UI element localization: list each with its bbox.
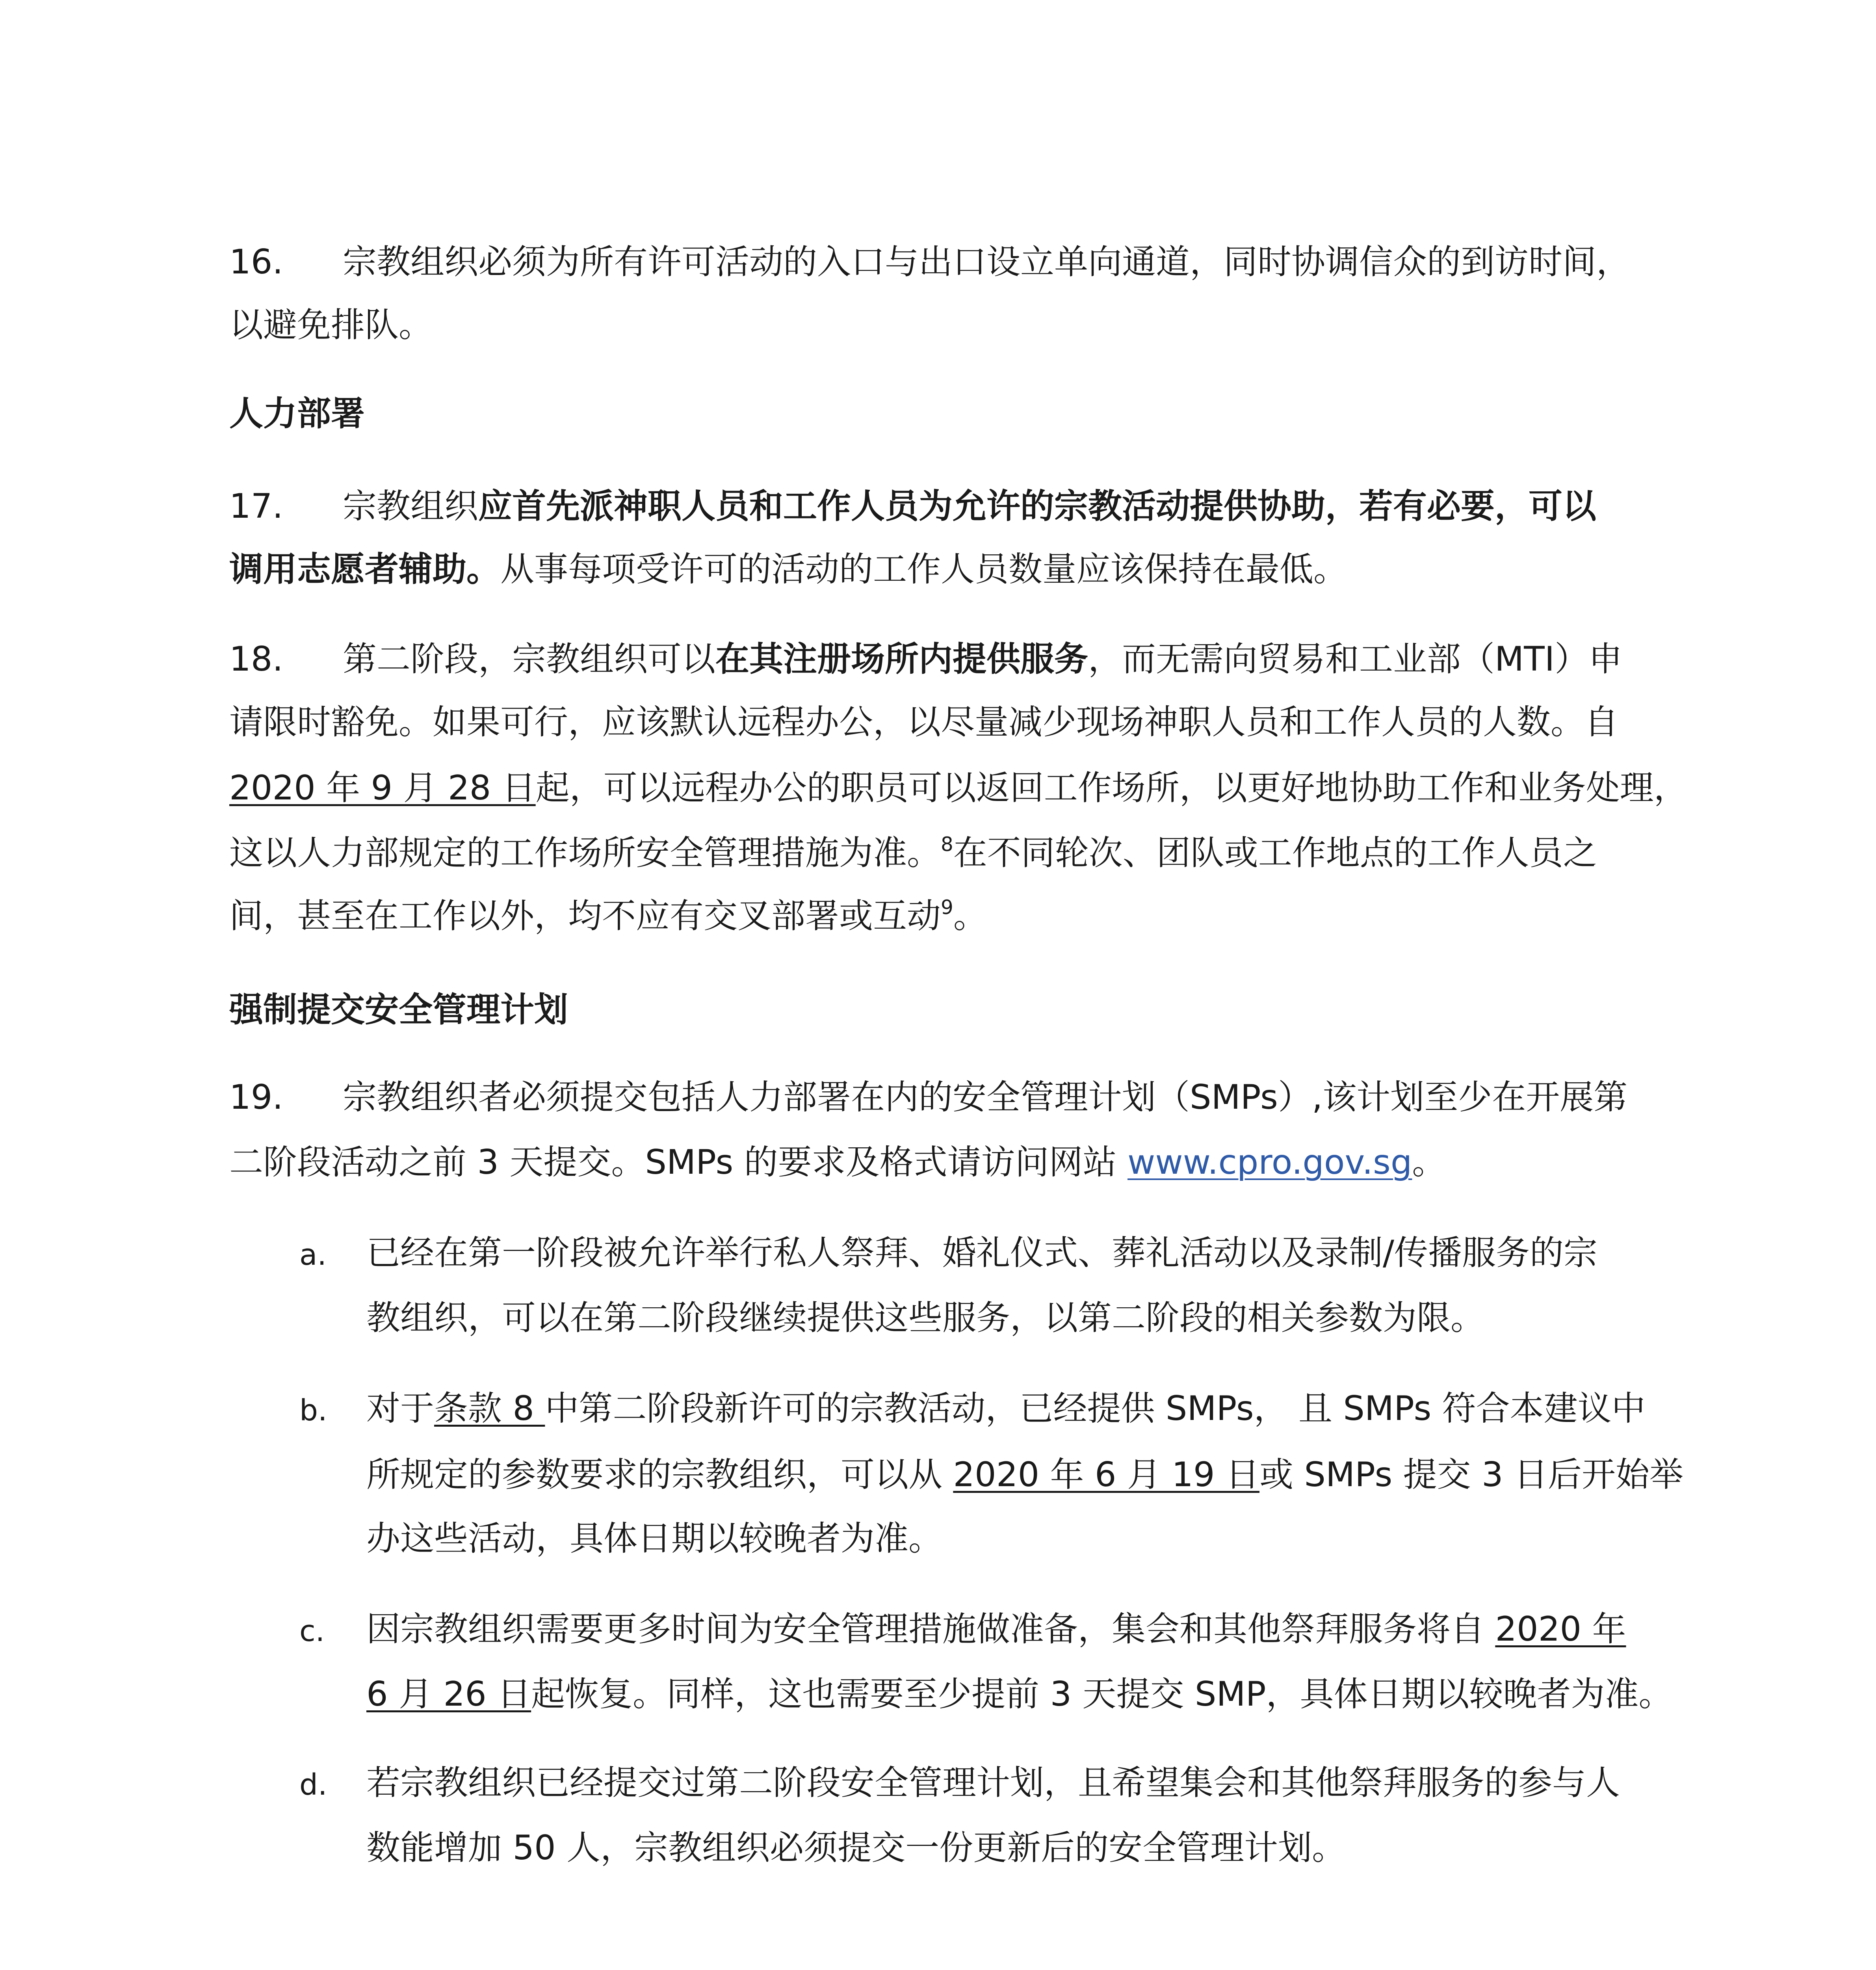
para-18-line-3 [229, 766, 1688, 810]
item-text: 中第二阶段新许可的宗教活动，已经提供 SMPs， 且 SMPs 符合本建议中 [545, 1389, 1646, 1428]
list-item-letter-b: b. [299, 1394, 327, 1427]
para-17-line-2 [229, 548, 1347, 591]
list-item-c-line-1 [366, 1608, 1626, 1651]
footnote-ref-9[interactable]: 9 [941, 896, 953, 919]
list-item-c-line-2 [366, 1673, 1673, 1716]
para-text: ，而无需向贸易和工业部（MTI）申 [1088, 639, 1623, 679]
para-text-bold: 调用志愿者辅助。 [229, 550, 500, 589]
para-18-line-2 [229, 701, 1618, 744]
para-text: 以避免排队。 [229, 305, 433, 345]
underlined-date: 2020 年 9 月 28 日 [229, 768, 536, 808]
list-item-a-line-1: 已经在第一阶段被允许举行私人祭拜、婚礼仪式、葬礼活动以及录制/传播服务的宗 [366, 1233, 1597, 1273]
para-text-bold: 在其注册场所内提供服务 [715, 639, 1088, 679]
para-18-line-5 [229, 894, 987, 938]
underlined-date: 2020 年 [1495, 1609, 1626, 1649]
cpro-website-link[interactable]: www.cpro.gov.sg [1127, 1143, 1412, 1182]
para-number: 19. [229, 1078, 283, 1117]
para-text: 第二阶段，宗教组织可以 [343, 639, 715, 679]
list-item-b-line-2 [366, 1453, 1683, 1496]
para-text: 这以人力部规定的工作场所安全管理措施为准。 [229, 833, 941, 873]
para-text: 从事每项受许可的活动的工作人员数量应该保持在最低。 [500, 550, 1347, 589]
item-text: 因宗教组织需要更多时间为安全管理措施做准备，集会和其他祭拜服务将自 [366, 1609, 1495, 1649]
para-text: 间，甚至在工作以外，均不应有交叉部署或互动 [229, 896, 941, 936]
list-item-letter-d: d. [299, 1768, 327, 1802]
list-item-a-line-2: 教组织，可以在第二阶段继续提供这些服务，以第二阶段的相关参数为限。 [366, 1298, 1484, 1338]
list-item-b-line-3: 办这些活动，具体日期以较晚者为准。 [366, 1519, 942, 1558]
item-text: 所规定的参数要求的宗教组织，可以从 [366, 1455, 953, 1494]
list-item-d-line-2: 数能增加 50 人，宗教组织必须提交一份更新后的安全管理计划。 [366, 1828, 1346, 1868]
para-16-line-2 [229, 303, 433, 347]
underlined-clause-ref: 条款 8 [434, 1389, 545, 1428]
para-text: 。 [953, 896, 987, 936]
footnote-ref-8[interactable]: 8 [941, 833, 953, 856]
item-text: 对于 [366, 1389, 434, 1428]
para-text: 。 [1412, 1143, 1446, 1182]
para-number: 18. [229, 639, 283, 679]
para-text: 在不同轮次、团队或工作地点的工作人员之 [953, 833, 1597, 873]
list-item-letter-a: a. [299, 1238, 327, 1272]
para-16-line-1 [229, 240, 1630, 284]
para-19-line-2 [229, 1141, 1446, 1184]
item-text: 或 SMPs 提交 3 日后开始举 [1259, 1455, 1684, 1494]
para-text: 二阶段活动之前 3 天提交。SMPs 的要求及格式请访问网站 [229, 1143, 1128, 1182]
section-heading-manpower: 人力部署 [229, 394, 365, 433]
para-text: 请限时豁免。如果可行，应该默认远程办公，以尽量减少现场神职人员和工作人员的人数。自 [229, 703, 1618, 742]
para-18-line-1 [229, 637, 1622, 681]
para-number: 17. [229, 487, 283, 526]
underlined-date: 2020 年 6 月 19 日 [953, 1455, 1260, 1494]
para-text: 宗教组织者必须提交包括人力部署在内的安全管理计划（SMPs）,该计划至少在开展第 [343, 1078, 1628, 1117]
para-17-line-1 [229, 485, 1596, 528]
list-item-letter-c: c. [299, 1614, 325, 1648]
para-text: 宗教组织 [343, 487, 478, 526]
underlined-date: 6 月 26 日 [366, 1674, 531, 1714]
para-18-line-4 [229, 831, 1597, 875]
section-heading-smp: 强制提交安全管理计划 [229, 990, 568, 1030]
para-19-line-1 [229, 1076, 1627, 1119]
para-text: 宗教组织必须为所有许可活动的入口与出口设立单向通道，同时协调信众的到访时间， [343, 242, 1630, 282]
item-text: 起恢复。同样，这也需要至少提前 3 天提交 SMP，具体日期以较晚者为准。 [531, 1674, 1673, 1714]
para-text: 起，可以远程办公的职员可以返回工作场所，以更好地协助工作和业务处理， [535, 768, 1688, 808]
list-item-b-line-1 [366, 1387, 1646, 1430]
para-text-bold: 应首先派神职人员和工作人员为允许的宗教活动提供协助，若有必要，可以 [478, 487, 1596, 526]
para-number: 16. [229, 242, 283, 282]
list-item-d-line-1: 若宗教组织已经提交过第二阶段安全管理计划，且希望集会和其他祭拜服务的参与人 [366, 1763, 1620, 1803]
